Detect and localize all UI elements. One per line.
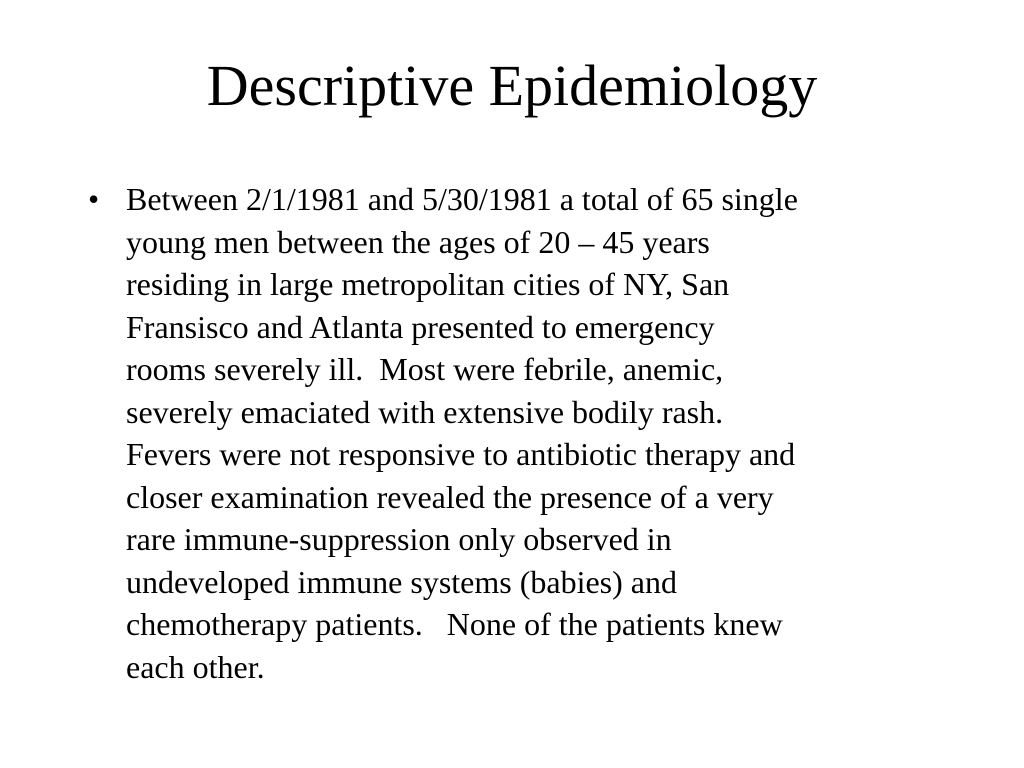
slide-title: Descriptive Epidemiology	[206, 53, 818, 118]
bullet-text-line: Fransisco and Atlanta presented to emergency	[126, 308, 715, 345]
bullet-text-line: severely emaciated with extensive bodily rash.	[126, 393, 724, 430]
bullet-text-line: Fevers were not responsive to antibiotic therapy and	[126, 436, 796, 472]
bullet-item	[88, 178, 968, 688]
bullet-text-line: rooms severely ill. Most were febrile, anemic,	[126, 351, 724, 387]
bullet-text-line: undeveloped immune systems (babies) and	[126, 563, 677, 600]
bullet-text-line: residing in large metropolitan cities of NY, San	[126, 266, 730, 302]
bullet-icon: •	[88, 181, 100, 217]
bullet-text-line: each other.	[126, 648, 265, 685]
bullet-list	[88, 178, 968, 688]
bullet-text-line: Between 2/1/1981 and 5/30/1981 a total of 65 single	[126, 181, 798, 217]
bullet-text-line: closer examination revealed the presence of a very	[126, 478, 774, 515]
bullet-text-line: chemotherapy patients. None of the patients knew	[126, 606, 783, 642]
bullet-text-line: rare immune-suppression only observed in	[126, 521, 672, 557]
bullet-text-line: young men between the ages of 20 – 45 years	[126, 223, 710, 260]
